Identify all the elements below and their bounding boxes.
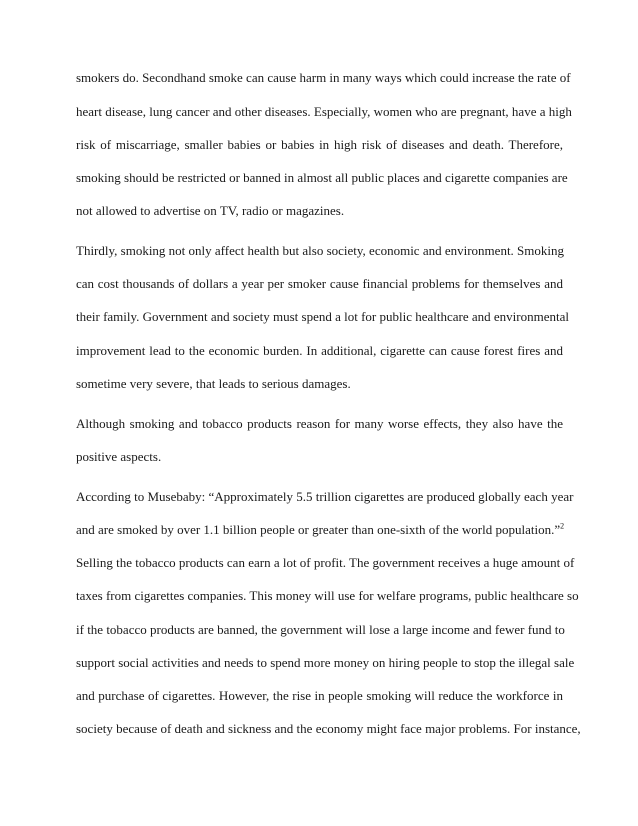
paragraph-line: society because of death and sickness and the economy might face major problems. For instance,: [76, 721, 581, 736]
paragraph-line-with-footnote: [76, 522, 563, 538]
paragraph-line: not allowed to advertise on TV, radio or magazines.: [76, 203, 345, 218]
paragraph-line: support social activities and needs to spend more money on hiring people to stop the illegal sale: [76, 655, 575, 670]
paragraph-line: if the tobacco products are banned, the government will lose a large income and fewer fund to: [76, 622, 565, 637]
paragraph-line: Selling the tobacco products can earn a lot of profit. The government receives a huge amount of: [76, 555, 575, 570]
paragraph-line: smoking should be restricted or banned in almost all public places and cigarette companies are: [76, 170, 568, 185]
paragraph-line: smokers do. Secondhand smoke can cause harm in many ways which could increase the rate of: [76, 70, 571, 85]
paragraph-line: According to Musebaby: “Approximately 5.5 trillion cigarettes are produced globally each year: [76, 489, 574, 504]
paragraph-line: can cost thousands of dollars a year per smoker cause financial problems for themselves and: [76, 276, 563, 291]
paragraph-line: their family. Government and society must spend a lot for public healthcare and environmental: [76, 309, 570, 324]
paragraph-line: and purchase of cigarettes. However, the rise in people smoking will reduce the workforce in: [76, 688, 563, 703]
paragraph-line: taxes from cigarettes companies. This money will use for welfare programs, public healthcare so: [76, 588, 579, 603]
footnote-reference: 2: [560, 521, 565, 531]
paragraph-line: Although smoking and tobacco products reason for many worse effects, they also have the: [76, 416, 563, 431]
paragraph-line: risk of miscarriage, smaller babies or babies in high risk of diseases and death. Therefore,: [76, 137, 563, 152]
paragraph-line: sometime very severe, that leads to serious damages.: [76, 376, 351, 391]
paragraph-line: Thirdly, smoking not only affect health but also society, economic and environment. Smoking: [76, 243, 565, 258]
paragraph-line: positive aspects.: [76, 449, 162, 464]
paragraph-line-text: and are smoked by over 1.1 billion people or greater than one-sixth of the world population.”: [76, 522, 561, 537]
paragraph-line: heart disease, lung cancer and other diseases. Especially, women who are pregnant, have a high: [76, 104, 572, 119]
paragraph-line: improvement lead to the economic burden. In additional, cigarette can cause forest fires and: [76, 343, 563, 358]
